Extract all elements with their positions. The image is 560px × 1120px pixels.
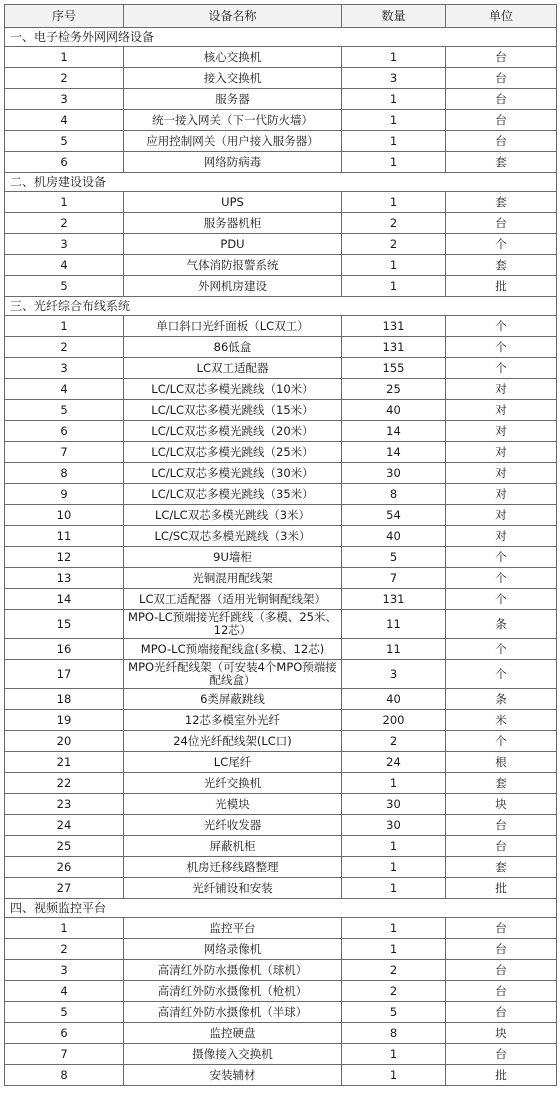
- cell-seq: 18: [5, 689, 124, 710]
- table-row: [5, 316, 557, 337]
- cell-qty: 1: [342, 1044, 446, 1065]
- cell-qty: 1: [342, 836, 446, 857]
- cell-qty: 8: [342, 484, 446, 505]
- cell-qty: 11: [342, 610, 446, 639]
- table-row: [5, 710, 557, 731]
- cell-seq: 27: [5, 878, 124, 899]
- cell-qty: 3: [342, 68, 446, 89]
- table-row: [5, 213, 557, 234]
- cell-name: 机房迁移线路整理: [124, 857, 342, 878]
- cell-name: LC双工适配器（适用光铜铜配线架）: [124, 589, 342, 610]
- cell-qty: 2: [342, 960, 446, 981]
- section-title: 三、光纤综合布线系统: [5, 297, 557, 316]
- cell-seq: 2: [5, 68, 124, 89]
- table-row: [5, 1065, 557, 1086]
- cell-qty: 5: [342, 547, 446, 568]
- cell-unit: 台: [446, 960, 557, 981]
- cell-qty: 40: [342, 689, 446, 710]
- cell-qty: 30: [342, 815, 446, 836]
- cell-seq: 1: [5, 47, 124, 68]
- table-row: [5, 1023, 557, 1044]
- cell-unit: 个: [446, 568, 557, 589]
- cell-unit: 台: [446, 213, 557, 234]
- cell-unit: 条: [446, 610, 557, 639]
- table-row: [5, 660, 557, 689]
- section-row: [5, 297, 557, 316]
- section-title: 一、电子检务外网网络设备: [5, 28, 557, 47]
- cell-qty: 200: [342, 710, 446, 731]
- cell-name: 服务器: [124, 89, 342, 110]
- cell-seq: 24: [5, 815, 124, 836]
- section-row: [5, 28, 557, 47]
- cell-unit: 台: [446, 47, 557, 68]
- cell-name: 接入交换机: [124, 68, 342, 89]
- cell-name: LC/LC双芯多模光跳线（3米）: [124, 505, 342, 526]
- cell-unit: 台: [446, 815, 557, 836]
- cell-seq: 8: [5, 463, 124, 484]
- cell-qty: 1: [342, 47, 446, 68]
- table-row: [5, 400, 557, 421]
- cell-qty: 131: [342, 337, 446, 358]
- section-title: 二、机房建设设备: [5, 173, 557, 192]
- cell-unit: 对: [446, 463, 557, 484]
- cell-unit: 个: [446, 234, 557, 255]
- cell-seq: 11: [5, 526, 124, 547]
- cell-seq: 7: [5, 442, 124, 463]
- cell-name: 屏蔽机柜: [124, 836, 342, 857]
- cell-seq: 4: [5, 255, 124, 276]
- cell-qty: 2: [342, 234, 446, 255]
- cell-seq: 4: [5, 981, 124, 1002]
- table-row: [5, 1002, 557, 1023]
- table-header: [5, 5, 557, 28]
- cell-seq: 20: [5, 731, 124, 752]
- cell-unit: 对: [446, 505, 557, 526]
- table-row: [5, 836, 557, 857]
- cell-unit: 对: [446, 526, 557, 547]
- table-row: [5, 505, 557, 526]
- cell-name: 高清红外防水摄像机（球机）: [124, 960, 342, 981]
- table-row: [5, 960, 557, 981]
- cell-name: LC/LC双芯多模光跳线（35米）: [124, 484, 342, 505]
- cell-name: LC/LC双芯多模光跳线（10米）: [124, 379, 342, 400]
- cell-unit: 根: [446, 752, 557, 773]
- header-qty: 数量: [342, 5, 446, 28]
- table-row: [5, 589, 557, 610]
- section-row: [5, 899, 557, 918]
- cell-name: 光纤收发器: [124, 815, 342, 836]
- table-row: [5, 918, 557, 939]
- cell-name: 服务器机柜: [124, 213, 342, 234]
- cell-name: MPO-LC预端接配线盒(多模、12芯): [124, 639, 342, 660]
- cell-seq: 10: [5, 505, 124, 526]
- cell-seq: 21: [5, 752, 124, 773]
- cell-name: 监控平台: [124, 918, 342, 939]
- table-row: [5, 358, 557, 379]
- cell-seq: 19: [5, 710, 124, 731]
- cell-qty: 40: [342, 400, 446, 421]
- cell-unit: 对: [446, 442, 557, 463]
- section-row: [5, 173, 557, 192]
- cell-name: 核心交换机: [124, 47, 342, 68]
- cell-unit: 个: [446, 358, 557, 379]
- cell-qty: 131: [342, 589, 446, 610]
- table-row: [5, 610, 557, 639]
- cell-unit: 套: [446, 857, 557, 878]
- cell-seq: 26: [5, 857, 124, 878]
- cell-unit: 对: [446, 484, 557, 505]
- cell-seq: 6: [5, 152, 124, 173]
- cell-name: 高清红外防水摄像机（半球）: [124, 1002, 342, 1023]
- cell-name: MPO-LC预端接光纤跳线（多模、25米、12芯）: [124, 610, 342, 639]
- cell-unit: 对: [446, 400, 557, 421]
- cell-seq: 4: [5, 110, 124, 131]
- cell-unit: 个: [446, 316, 557, 337]
- cell-name: UPS: [124, 192, 342, 213]
- cell-name: 光纤交换机: [124, 773, 342, 794]
- cell-seq: 2: [5, 213, 124, 234]
- equipment-table: [4, 4, 557, 1086]
- cell-unit: 米: [446, 710, 557, 731]
- cell-seq: 12: [5, 547, 124, 568]
- cell-qty: 7: [342, 568, 446, 589]
- cell-name: 气体消防报警系统: [124, 255, 342, 276]
- section-title: 四、视频监控平台: [5, 899, 557, 918]
- cell-qty: 30: [342, 463, 446, 484]
- cell-qty: 40: [342, 526, 446, 547]
- cell-unit: 块: [446, 794, 557, 815]
- cell-name: 摄像接入交换机: [124, 1044, 342, 1065]
- table-row: [5, 255, 557, 276]
- cell-seq: 7: [5, 1044, 124, 1065]
- table-row: [5, 939, 557, 960]
- cell-qty: 2: [342, 981, 446, 1002]
- table-row: [5, 731, 557, 752]
- cell-seq: 5: [5, 1002, 124, 1023]
- cell-seq: 14: [5, 589, 124, 610]
- cell-seq: 1: [5, 192, 124, 213]
- cell-name: 统一接入网关（下一代防火墙）: [124, 110, 342, 131]
- cell-seq: 13: [5, 568, 124, 589]
- table-row: [5, 47, 557, 68]
- cell-seq: 25: [5, 836, 124, 857]
- cell-seq: 6: [5, 1023, 124, 1044]
- table-row: [5, 484, 557, 505]
- cell-qty: 131: [342, 316, 446, 337]
- cell-unit: 台: [446, 981, 557, 1002]
- table-row: [5, 794, 557, 815]
- table-row: [5, 547, 557, 568]
- cell-unit: 个: [446, 639, 557, 660]
- cell-seq: 3: [5, 234, 124, 255]
- cell-name: 外网机房建设: [124, 276, 342, 297]
- cell-qty: 1: [342, 110, 446, 131]
- table-row: [5, 152, 557, 173]
- cell-name: LC/LC双芯多模光跳线（25米）: [124, 442, 342, 463]
- cell-qty: 1: [342, 1065, 446, 1086]
- cell-name: LC/SC双芯多模光跳线（3米）: [124, 526, 342, 547]
- cell-qty: 1: [342, 131, 446, 152]
- cell-name: 高清红外防水摄像机（枪机）: [124, 981, 342, 1002]
- cell-name: 网络防病毒: [124, 152, 342, 173]
- cell-seq: 5: [5, 131, 124, 152]
- cell-name: 安装辅材: [124, 1065, 342, 1086]
- cell-unit: 个: [446, 660, 557, 689]
- cell-seq: 1: [5, 316, 124, 337]
- cell-name: LC/LC双芯多模光跳线（15米）: [124, 400, 342, 421]
- cell-seq: 23: [5, 794, 124, 815]
- cell-unit: 台: [446, 836, 557, 857]
- header-seq: 序号: [5, 5, 124, 28]
- cell-seq: 4: [5, 379, 124, 400]
- cell-qty: 1: [342, 857, 446, 878]
- cell-name: 单口斜口光纤面板（LC双工）: [124, 316, 342, 337]
- cell-name: PDU: [124, 234, 342, 255]
- cell-name: LC/LC双芯多模光跳线（20米）: [124, 421, 342, 442]
- cell-name: 网络录像机: [124, 939, 342, 960]
- table-row: [5, 526, 557, 547]
- cell-seq: 3: [5, 89, 124, 110]
- table-row: [5, 689, 557, 710]
- cell-seq: 5: [5, 276, 124, 297]
- cell-seq: 9: [5, 484, 124, 505]
- table-body: [5, 28, 557, 1086]
- cell-seq: 15: [5, 610, 124, 639]
- cell-unit: 批: [446, 276, 557, 297]
- cell-name: 光纤铺设和安装: [124, 878, 342, 899]
- cell-unit: 台: [446, 918, 557, 939]
- cell-seq: 22: [5, 773, 124, 794]
- cell-qty: 1: [342, 192, 446, 213]
- cell-qty: 1: [342, 773, 446, 794]
- cell-name: 6类屏蔽跳线: [124, 689, 342, 710]
- cell-unit: 台: [446, 1044, 557, 1065]
- table-row: [5, 568, 557, 589]
- cell-seq: 1: [5, 918, 124, 939]
- table-row: [5, 815, 557, 836]
- cell-qty: 2: [342, 213, 446, 234]
- cell-name: 9U墙柜: [124, 547, 342, 568]
- cell-unit: 套: [446, 773, 557, 794]
- cell-qty: 1: [342, 939, 446, 960]
- cell-unit: 台: [446, 1002, 557, 1023]
- table-row: [5, 379, 557, 400]
- cell-qty: 30: [342, 794, 446, 815]
- cell-name: 86低盒: [124, 337, 342, 358]
- cell-unit: 批: [446, 878, 557, 899]
- cell-unit: 个: [446, 337, 557, 358]
- cell-qty: 1: [342, 918, 446, 939]
- table-row: [5, 639, 557, 660]
- cell-unit: 套: [446, 255, 557, 276]
- cell-name: MPO光纤配线架（可安装4个MPO预端接配线盒）: [124, 660, 342, 689]
- table-row: [5, 276, 557, 297]
- cell-unit: 台: [446, 68, 557, 89]
- table-row: [5, 131, 557, 152]
- cell-seq: 17: [5, 660, 124, 689]
- cell-qty: 2: [342, 731, 446, 752]
- cell-qty: 1: [342, 89, 446, 110]
- table-row: [5, 442, 557, 463]
- table-row: [5, 752, 557, 773]
- cell-qty: 3: [342, 660, 446, 689]
- table-row: [5, 68, 557, 89]
- table-row: [5, 878, 557, 899]
- cell-seq: 3: [5, 960, 124, 981]
- cell-qty: 5: [342, 1002, 446, 1023]
- cell-unit: 台: [446, 110, 557, 131]
- cell-unit: 块: [446, 1023, 557, 1044]
- cell-qty: 1: [342, 152, 446, 173]
- cell-unit: 台: [446, 131, 557, 152]
- cell-unit: 台: [446, 939, 557, 960]
- cell-name: LC尾纤: [124, 752, 342, 773]
- cell-qty: 1: [342, 878, 446, 899]
- cell-name: 应用控制网关（用户接入服务器）: [124, 131, 342, 152]
- cell-seq: 6: [5, 421, 124, 442]
- table-row: [5, 421, 557, 442]
- cell-unit: 批: [446, 1065, 557, 1086]
- cell-seq: 3: [5, 358, 124, 379]
- table-row: [5, 110, 557, 131]
- cell-seq: 8: [5, 1065, 124, 1086]
- header-unit: 单位: [446, 5, 557, 28]
- table-row: [5, 463, 557, 484]
- table-row: [5, 89, 557, 110]
- header-name: 设备名称: [124, 5, 342, 28]
- table-row: [5, 1044, 557, 1065]
- cell-name: 24位光纤配线架(LC口): [124, 731, 342, 752]
- cell-qty: 11: [342, 639, 446, 660]
- cell-qty: 24: [342, 752, 446, 773]
- cell-qty: 8: [342, 1023, 446, 1044]
- cell-qty: 1: [342, 255, 446, 276]
- cell-seq: 5: [5, 400, 124, 421]
- cell-name: 光铜混用配线架: [124, 568, 342, 589]
- cell-qty: 25: [342, 379, 446, 400]
- table-row: [5, 337, 557, 358]
- cell-name: LC双工适配器: [124, 358, 342, 379]
- cell-unit: 对: [446, 379, 557, 400]
- cell-qty: 14: [342, 421, 446, 442]
- table-row: [5, 192, 557, 213]
- cell-seq: 2: [5, 337, 124, 358]
- cell-name: LC/LC双芯多模光跳线（30米）: [124, 463, 342, 484]
- table-row: [5, 234, 557, 255]
- cell-name: 光模块: [124, 794, 342, 815]
- cell-unit: 对: [446, 421, 557, 442]
- cell-name: 监控硬盘: [124, 1023, 342, 1044]
- cell-seq: 16: [5, 639, 124, 660]
- cell-seq: 2: [5, 939, 124, 960]
- cell-qty: 54: [342, 505, 446, 526]
- cell-unit: 个: [446, 547, 557, 568]
- cell-unit: 套: [446, 192, 557, 213]
- cell-unit: 台: [446, 89, 557, 110]
- header-row: [5, 5, 557, 28]
- cell-qty: 14: [342, 442, 446, 463]
- cell-unit: 条: [446, 689, 557, 710]
- table-row: [5, 773, 557, 794]
- cell-name: 12芯多模室外光纤: [124, 710, 342, 731]
- cell-qty: 155: [342, 358, 446, 379]
- cell-unit: 个: [446, 731, 557, 752]
- table-row: [5, 857, 557, 878]
- cell-qty: 1: [342, 276, 446, 297]
- table-row: [5, 981, 557, 1002]
- cell-unit: 套: [446, 152, 557, 173]
- cell-unit: 个: [446, 589, 557, 610]
